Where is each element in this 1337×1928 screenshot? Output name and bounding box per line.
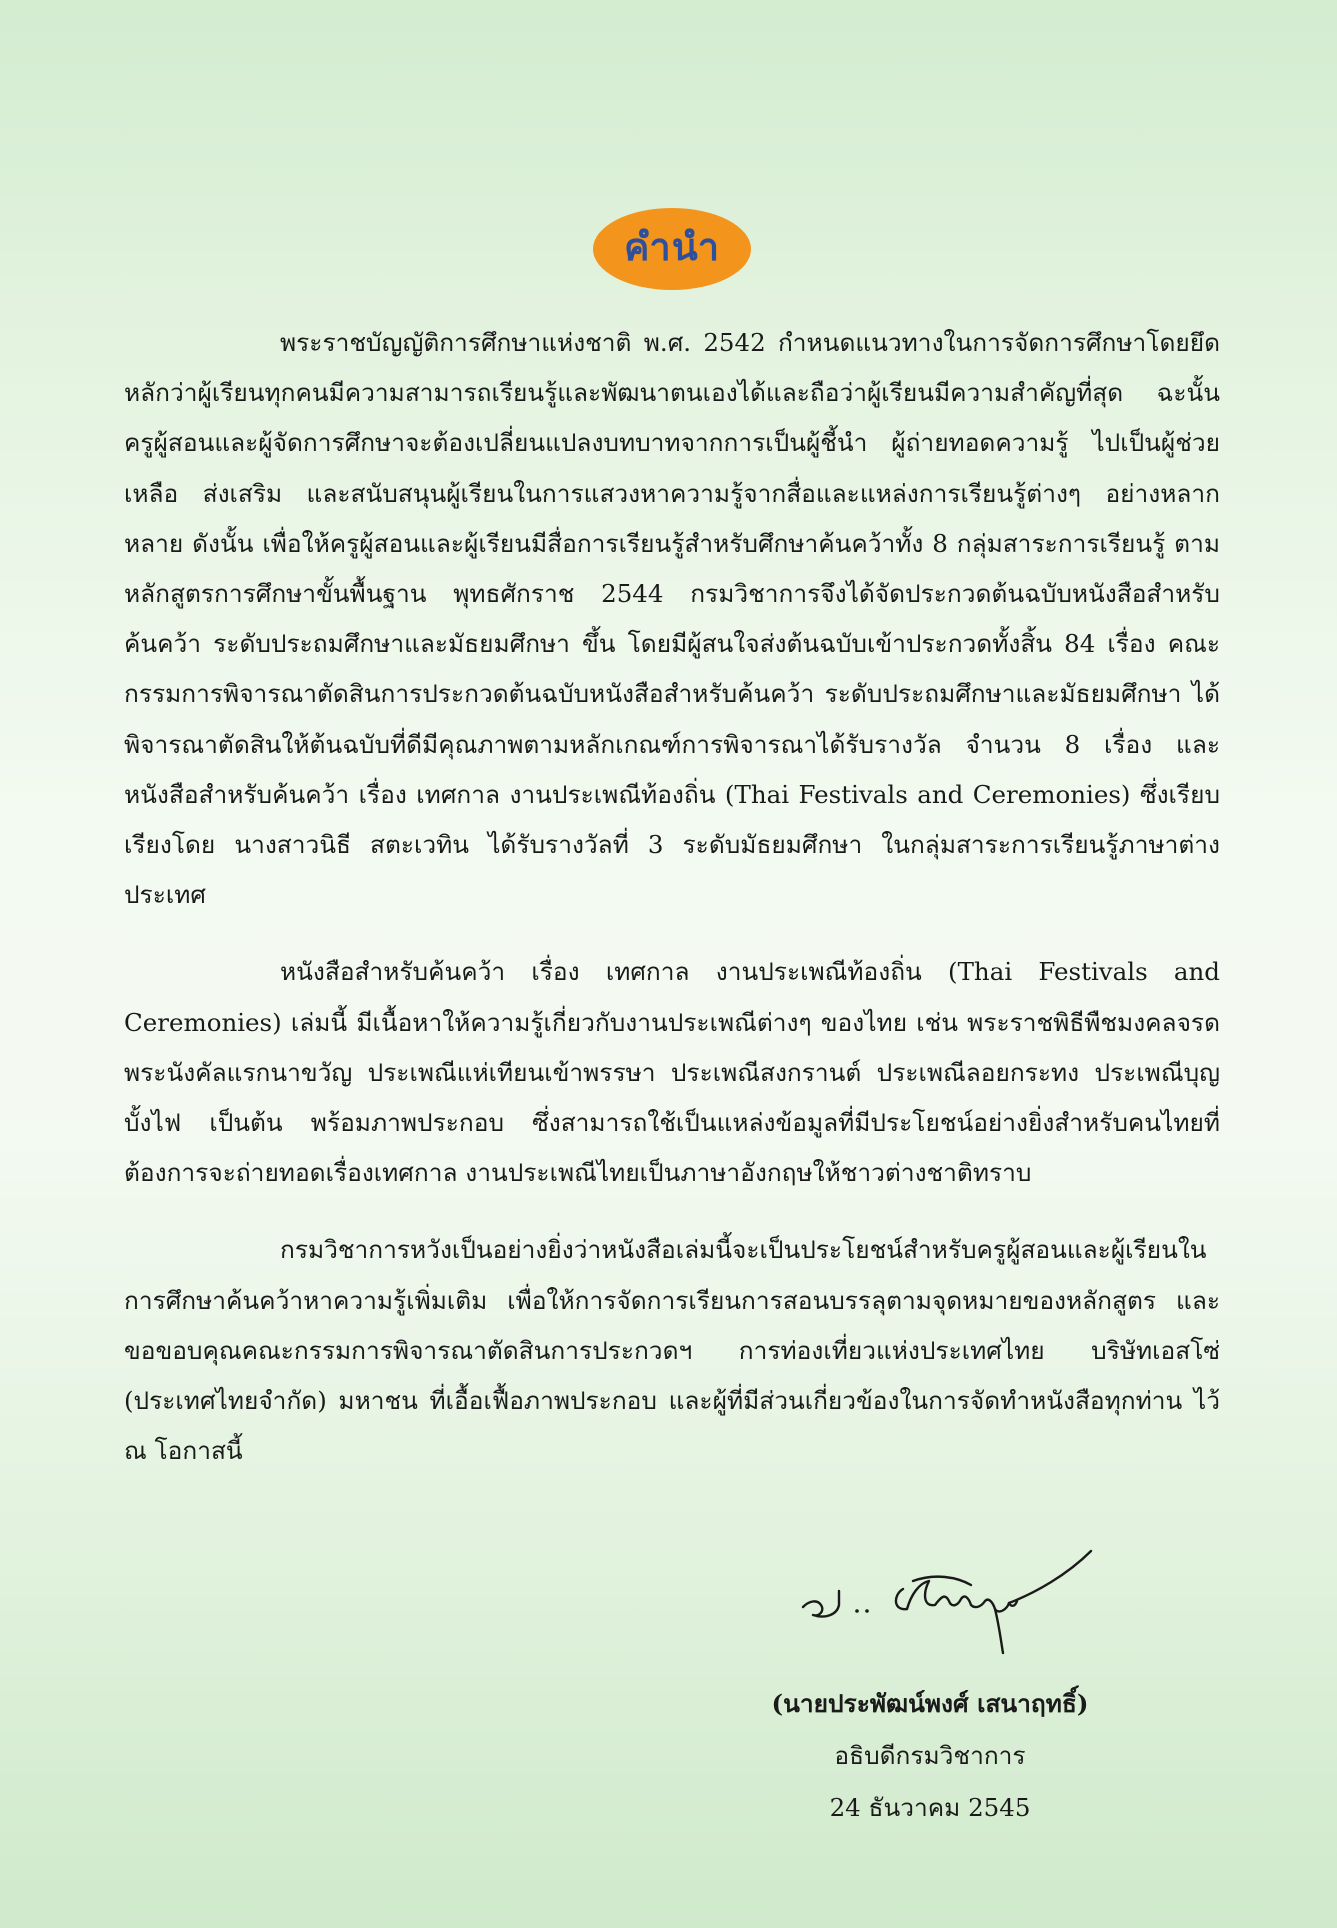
signer-name: (นายประพัฒน์พงศ์ เสนาฤทธิ์): [771, 1689, 1089, 1718]
title-badge: [593, 208, 751, 290]
page-title: คำนำ: [623, 225, 721, 269]
signer-block: [730, 1678, 1130, 1834]
signer-position: อธิบดีกรมวิชาการ: [834, 1741, 1026, 1770]
foreword-body: [124, 318, 1220, 1476]
signer-date: 24 ธันวาคม 2545: [829, 1793, 1031, 1822]
handwritten-signature-icon: [795, 1545, 1115, 1660]
paragraph-1: พระราชบัญญัติการศึกษาแห่งชาติ พ.ศ. 2542 กำหนดแนวทางในการจัดการศึกษาโดยยึดหลักว่าผู้เรียนทุกคนมีความสามารถเรียนรู้และพัฒนาตนเองได้และถือว่าผู้เรียนมีความสำคัญที่สุด ฉะนั้น ครูผู้สอนและผู้จัดการศึกษาจะต้องเปลี่ยนแปลงบทบาทจากการเป็นผู้ชี้นำ ผู้ถ่ายทอดความรู้ ไปเป็นผู้ช่วยเหลือ ส่งเสริม และสนับสนุนผู้เรียนในการแสวงหาความรู้จากสื่อและแหล่งการเรียนรู้ต่างๆ อย่างหลากหลาย ดังนั้น เพื่อให้ครูผู้สอนและผู้เรียนมีสื่อการเรียนรู้สำหรับศึกษาค้นคว้าทั้ง 8 กลุ่มสาระการเรียนรู้ ตามหลักสูตรการศึกษาขั้นพื้นฐาน พุทธศักราช 2544 กรมวิชาการจึงได้จัดประกวดต้นฉบับหนังสือสำหรับค้นคว้า ระดับประถมศึกษาและมัธยมศึกษา ขึ้น โดยมีผู้สนใจส่งต้นฉบับเข้าประกวดทั้งสิ้น 84 เรื่อง คณะกรรมการพิจารณาตัดสินการประกวดต้นฉบับหนังสือสำหรับค้นคว้า ระดับประถมศึกษาและมัธยมศึกษา ได้พิจารณาตัดสินให้ต้นฉบับที่ดีมีคุณภาพตามหลักเกณฑ์การพิจารณาได้รับรางวัล จำนวน 8 เรื่อง และหนังสือสำหรับค้นคว้า เรื่อง เทศกาล งานประเพณีท้องถิ่น (Thai Festivals and Ceremonies) ซึ่งเรียบเรียงโดย นางสาวนิธี สตะเวทิน ได้รับรางวัลที่ 3 ระดับมัธยมศึกษา ในกลุ่มสาระการเรียนรู้ภาษาต่างประเทศ: [124, 328, 1220, 910]
paragraph-2: หนังสือสำหรับค้นคว้า เรื่อง เทศกาล งานประเพณีท้องถิ่น (Thai Festivals and Ceremonies) เล่มนี้ มีเนื้อหาให้ความรู้เกี่ยวกับงานประเพณีต่างๆ ของไทย เช่น พระราชพิธีพืชมงคลจรดพระนังคัลแรกนาขวัญ ประเพณีแห่เทียนเข้าพรรษา ประเพณีสงกรานต์ ประเพณีลอยกระทง ประเพณีบุญบั้งไฟ เป็นต้น พร้อมภาพประกอบ ซึ่งสามารถใช้เป็นแหล่งข้อมูลที่มีประโยชน์อย่างยิ่งสำหรับคนไทยที่ต้องการจะถ่ายทอดเรื่องเทศกาล งานประเพณีไทยเป็นภาษาอังกฤษให้ชาวต่างชาติทราบ: [124, 957, 1220, 1188]
paragraph-3: กรมวิชาการหวังเป็นอย่างยิ่งว่าหนังสือเล่มนี้จะเป็นประโยชน์สำหรับครูผู้สอนและผู้เรียนในการศึกษาค้นคว้าหาความรู้เพิ่มเติม เพื่อให้การจัดการเรียนการสอนบรรลุตามจุดหมายของหลักสูตร และขอขอบคุณคณะกรรมการพิจารณาตัดสินการประกวดฯ การท่องเที่ยวแห่งประเทศไทย บริษัทเอสโซ่ (ประเทศไทยจำกัด) มหาชน ที่เอื้อเฟื้อภาพประกอบ และผู้ที่มีส่วนเกี่ยวข้องในการจัดทำหนังสือทุกท่าน ไว้ ณ โอกาสนี้: [124, 1235, 1220, 1466]
